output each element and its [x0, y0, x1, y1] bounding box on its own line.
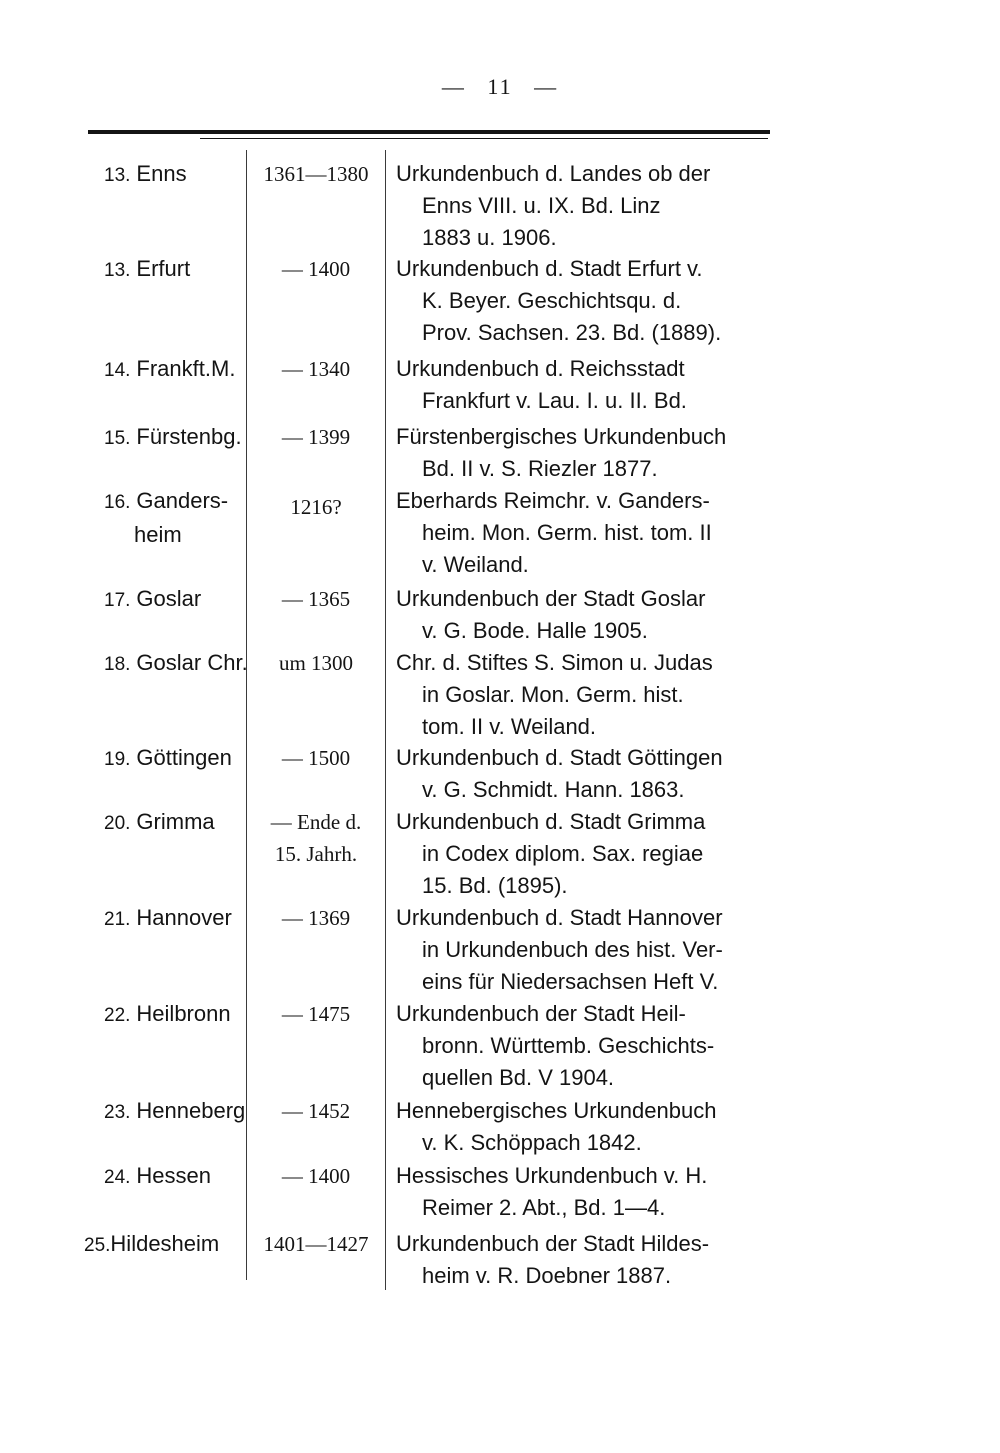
place-cell — [104, 647, 249, 681]
years-cell: — 1500 — [281, 746, 351, 770]
years-cell: — 1369 — [281, 906, 351, 930]
years-cell: 1401—1427 — [263, 1232, 369, 1256]
source-line: 15. Bd. (1895). — [422, 873, 568, 898]
place-cell — [104, 742, 249, 776]
place-name: Erfurt — [136, 256, 191, 281]
source-line: v. G. Schmidt. Hann. 1863. — [422, 777, 685, 802]
years-line: 15. Jahrh. — [274, 842, 358, 866]
entry-number: 13. — [104, 165, 131, 186]
place-name: Henneberg — [136, 1098, 246, 1123]
entry-number: 15. — [104, 428, 131, 449]
years-cell: — 1400 — [281, 1164, 351, 1188]
place-name-continued: heim — [134, 522, 182, 547]
source-line: heim. Mon. Germ. hist. tom. II — [422, 520, 712, 545]
years-cell — [250, 806, 382, 870]
place-cell — [104, 1095, 249, 1129]
header-rule — [88, 130, 770, 134]
source-line: Urkundenbuch d. Stadt Göttingen — [396, 745, 723, 770]
place-cell — [104, 421, 249, 455]
source-line: v. Weiland. — [422, 552, 529, 577]
place-cell — [104, 158, 249, 192]
source-line: v. G. Bode. Halle 1905. — [422, 618, 648, 643]
source-line: Fürstenbergisches Urkundenbuch — [396, 424, 727, 449]
source-cell — [396, 806, 776, 902]
source-line: Urkundenbuch d. Stadt Hannover — [396, 905, 723, 930]
place-name: Heilbronn — [136, 1001, 231, 1026]
place-cell — [104, 998, 249, 1032]
column-divider-source — [385, 150, 386, 1290]
source-cell — [396, 485, 776, 581]
source-cell — [396, 742, 776, 806]
source-line: Prov. Sachsen. 23. Bd. (1889). — [422, 320, 722, 345]
source-cell — [396, 583, 776, 647]
entry-number: 14. — [104, 360, 131, 381]
source-line: Urkundenbuch der Stadt Goslar — [396, 586, 706, 611]
years-line: — Ende d. — [270, 810, 362, 834]
years-cell: — 1365 — [281, 587, 351, 611]
entry-number: 16. — [104, 492, 131, 513]
source-line: K. Beyer. Geschichtsqu. d. — [422, 288, 682, 313]
source-cell — [396, 1228, 776, 1292]
source-line: bronn. Württemb. Geschichts- — [422, 1033, 715, 1058]
entry-number: 20. — [104, 813, 131, 834]
place-cell — [104, 806, 249, 840]
entry-number: 19. — [104, 749, 131, 770]
place-name: Grimma — [136, 809, 215, 834]
source-cell — [396, 998, 776, 1094]
years-cell: — 1452 — [281, 1099, 351, 1123]
entry-number: 23. — [104, 1102, 131, 1123]
source-cell — [396, 647, 776, 743]
source-line: in Urkundenbuch des hist. Ver- — [422, 937, 723, 962]
years-cell: 1361—1380 — [263, 162, 369, 186]
years-cell: — 1340 — [281, 357, 351, 381]
source-line: Urkundenbuch d. Stadt Erfurt v. — [396, 256, 703, 281]
years-cell: — 1475 — [281, 1002, 351, 1026]
source-line: Hennebergisches Urkundenbuch — [396, 1098, 717, 1123]
source-line: Frankfurt v. Lau. I. u. II. Bd. — [422, 388, 687, 413]
source-cell — [396, 1160, 776, 1224]
entry-number: 21. — [104, 909, 131, 930]
source-cell — [396, 158, 776, 254]
header-dash-left: — — [441, 74, 466, 99]
source-cell — [396, 353, 776, 417]
source-line: Urkundenbuch d. Stadt Grimma — [396, 809, 706, 834]
place-cell — [104, 253, 249, 287]
source-line: Urkundenbuch d. Reichsstadt — [396, 356, 685, 381]
years-cell: um 1300 — [278, 651, 354, 675]
page-header — [0, 74, 1000, 100]
header-rule-thin — [200, 138, 768, 139]
entry-number: 17. — [104, 590, 131, 611]
page-number: 11 — [487, 74, 513, 99]
source-line: tom. II v. Weiland. — [422, 714, 597, 739]
source-line: in Goslar. Mon. Germ. hist. — [422, 682, 684, 707]
source-line: Eberhards Reimchr. v. Ganders- — [396, 488, 710, 513]
source-line: heim v. R. Doebner 1887. — [422, 1263, 672, 1288]
place-name: Göttingen — [136, 745, 232, 770]
source-line: Reimer 2. Abt., Bd. 1—4. — [422, 1195, 666, 1220]
source-line: v. K. Schöppach 1842. — [422, 1130, 642, 1155]
place-name: Ganders- — [136, 488, 229, 513]
years-cell: — 1400 — [281, 257, 351, 281]
place-cell — [84, 1228, 244, 1262]
place-name: Frankft.M. — [136, 356, 236, 381]
entry-number: 22. — [104, 1005, 131, 1026]
entry-number: 24. — [104, 1167, 131, 1188]
source-cell — [396, 902, 776, 998]
source-line: Hessisches Urkundenbuch v. H. — [396, 1163, 708, 1188]
entry-number: 13. — [104, 260, 131, 281]
place-cell — [104, 902, 249, 936]
source-cell — [396, 421, 776, 485]
source-line: Enns VIII. u. IX. Bd. Linz — [422, 193, 661, 218]
source-line: 1883 u. 1906. — [422, 225, 557, 250]
source-line: Bd. II v. S. Riezler 1877. — [422, 456, 658, 481]
source-line: Chr. d. Stiftes S. Simon u. Judas — [396, 650, 713, 675]
header-dash-right: — — [534, 74, 559, 99]
entry-number: 25. — [84, 1235, 111, 1256]
place-cell — [104, 485, 249, 551]
place-cell — [104, 353, 249, 387]
place-cell — [104, 583, 249, 617]
place-name: Goslar Chr. — [136, 650, 248, 675]
source-line: Urkundenbuch d. Landes ob der — [396, 161, 711, 186]
source-line: Urkundenbuch der Stadt Hildes- — [396, 1231, 710, 1256]
place-name: Fürstenbg. — [136, 424, 242, 449]
source-cell — [396, 253, 776, 349]
place-name: Goslar — [136, 586, 202, 611]
years-cell: — 1399 — [281, 425, 351, 449]
place-name: Enns — [136, 161, 187, 186]
source-line: eins für Niedersachsen Heft V. — [422, 969, 719, 994]
place-name: Hannover — [136, 905, 232, 930]
entry-number: 18. — [104, 654, 131, 675]
place-name: Hessen — [136, 1163, 212, 1188]
source-line: in Codex diplom. Sax. regiae — [422, 841, 704, 866]
source-cell — [396, 1095, 776, 1159]
years-cell: 1216? — [290, 495, 342, 519]
place-name: Hildesheim — [110, 1231, 220, 1256]
source-line: Urkundenbuch der Stadt Heil- — [396, 1001, 686, 1026]
source-line: quellen Bd. V 1904. — [422, 1065, 615, 1090]
place-cell — [104, 1160, 249, 1194]
